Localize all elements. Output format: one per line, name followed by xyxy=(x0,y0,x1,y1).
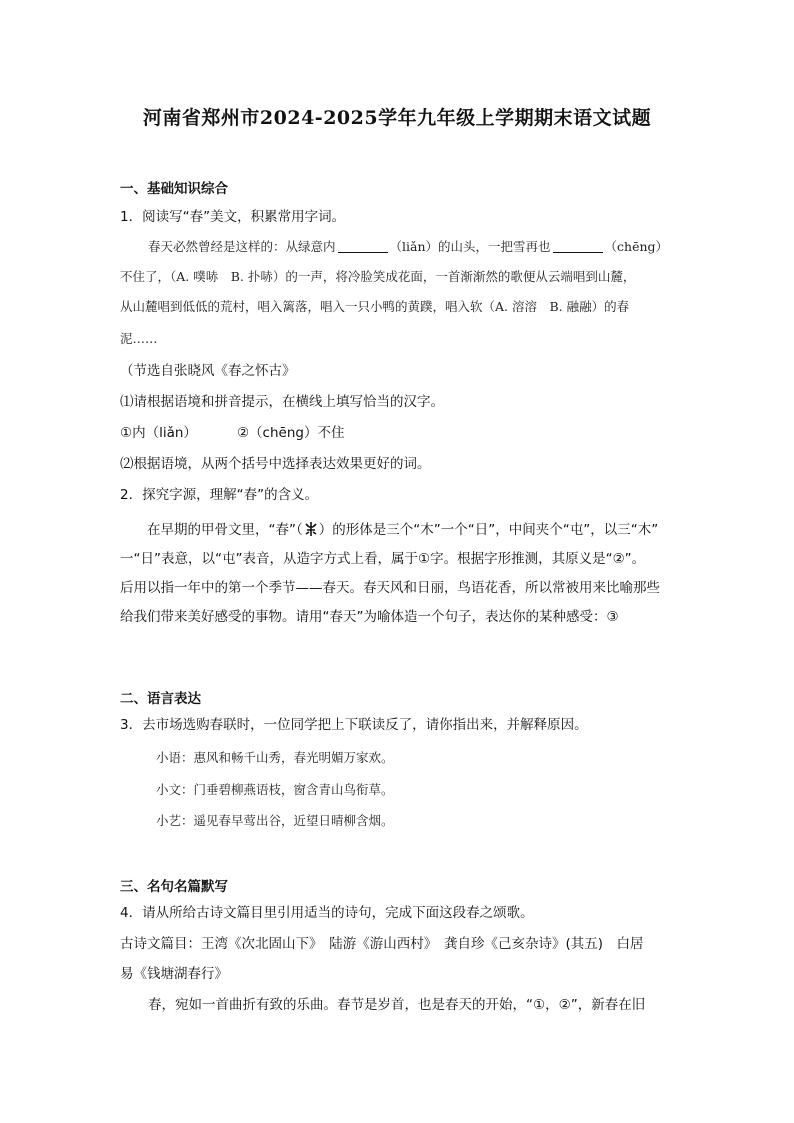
question-1-stem: 1．阅读写“春”美文，积累常用字词。 xyxy=(120,209,346,225)
q2-line-2: 一“日”表意，以“屯”表音，从造字方式上看，属于①字。根据字形推测，其原义是“②”。 xyxy=(120,551,646,567)
fill-blank-2[interactable] xyxy=(553,240,603,253)
question-4-paragraph: 春，宛如一首曲折有致的乐曲。春节是岁首，也是春天的开始，“①，②”，新春在旧 xyxy=(148,997,646,1013)
question-2-stem: 2．探究字源，理解“春”的含义。 xyxy=(120,487,319,503)
q2-line-4: 给我们带来美好感受的事物。请用“春天”为喻体造一个句子，表达你的某种感受：③ xyxy=(120,609,619,625)
passage-text: （liǎn）的山头，一把雪再也 xyxy=(389,239,551,254)
answer-blank-2[interactable]: ②（chēng）不住 xyxy=(236,425,345,441)
q2-line-1: 在早期的甲骨文里，“春”（ ）的形体是三个“木”一个“日”，中间夹个“屯”，以三“木” xyxy=(147,522,659,538)
passage-source: （节选自张晓风《春之怀古》 xyxy=(120,363,296,379)
oracle-bone-chun-icon xyxy=(303,521,319,537)
poem-list-line-2: 易《钱塘湖春行》 xyxy=(120,966,228,982)
passage-line-2: 不住了，（A. 噗哧 B. 扑哧）的一声，将冷脸笑成花面，一首渐渐然的歌便从云端唱到山麓， xyxy=(120,269,636,284)
passage-line-3: 从山麓唱到低低的荒村，唱入篱落，唱入一只小鸭的黄蹼，唱入软（A. 溶溶 B. 融融）的春 xyxy=(120,299,630,314)
fill-blank-1[interactable] xyxy=(338,240,388,253)
poem-list-line-1: 古诗文篇目：王湾《次北固山下》 陆游《游山西村》 龚自珍《己亥杂诗》(其五) 白居 xyxy=(120,936,644,952)
couplet-option-c: 小艺：遥见春早莺出谷，近望日晴柳含烟。 xyxy=(156,813,394,828)
page-title: 河南省郑州市2024-2025学年九年级上学期期末语文试题 xyxy=(142,107,652,129)
sub-question-2: ⑵根据语境，从两个括号中选择表达效果更好的词。 xyxy=(120,456,431,472)
passage-text: （chēng） xyxy=(604,239,669,254)
answer-blank-row xyxy=(120,424,344,442)
answer-blank-1[interactable]: ①内（liǎn） xyxy=(120,425,197,441)
section-heading-poetry-recitation: 三、名句名篇默写 xyxy=(120,879,228,895)
couplet-option-b: 小文：门垂碧柳燕语枝，窗含青山鸟衔草。 xyxy=(156,782,394,797)
passage-line-1 xyxy=(148,238,668,256)
question-4-stem: 4．请从所给古诗文篇目里引用适当的诗句，完成下面这段春之颂歌。 xyxy=(120,905,534,921)
passage-line-4: 泥…… xyxy=(120,331,158,346)
section-heading-basic-knowledge: 一、基础知识综合 xyxy=(120,181,228,197)
sub-question-1: ⑴请根据语境和拼音提示，在横线上填写恰当的汉字。 xyxy=(120,394,444,410)
question-3-stem: 3．去市场选购春联时，一位同学把上下联读反了，请你指出来，并解释原因。 xyxy=(120,717,588,733)
passage-text: 春天必然曾经是这样的：从绿意内 xyxy=(148,239,336,254)
question-2-paragraph xyxy=(120,516,680,632)
q2-line-3: 后用以指一年中的第一个季节——春天。春天风和日丽，鸟语花香，所以常被用来比喻那些 xyxy=(120,580,660,596)
section-heading-language-expression: 二、语言表达 xyxy=(120,691,201,707)
couplet-option-a: 小语：惠风和畅千山秀，春光明媚万家欢。 xyxy=(156,750,394,765)
